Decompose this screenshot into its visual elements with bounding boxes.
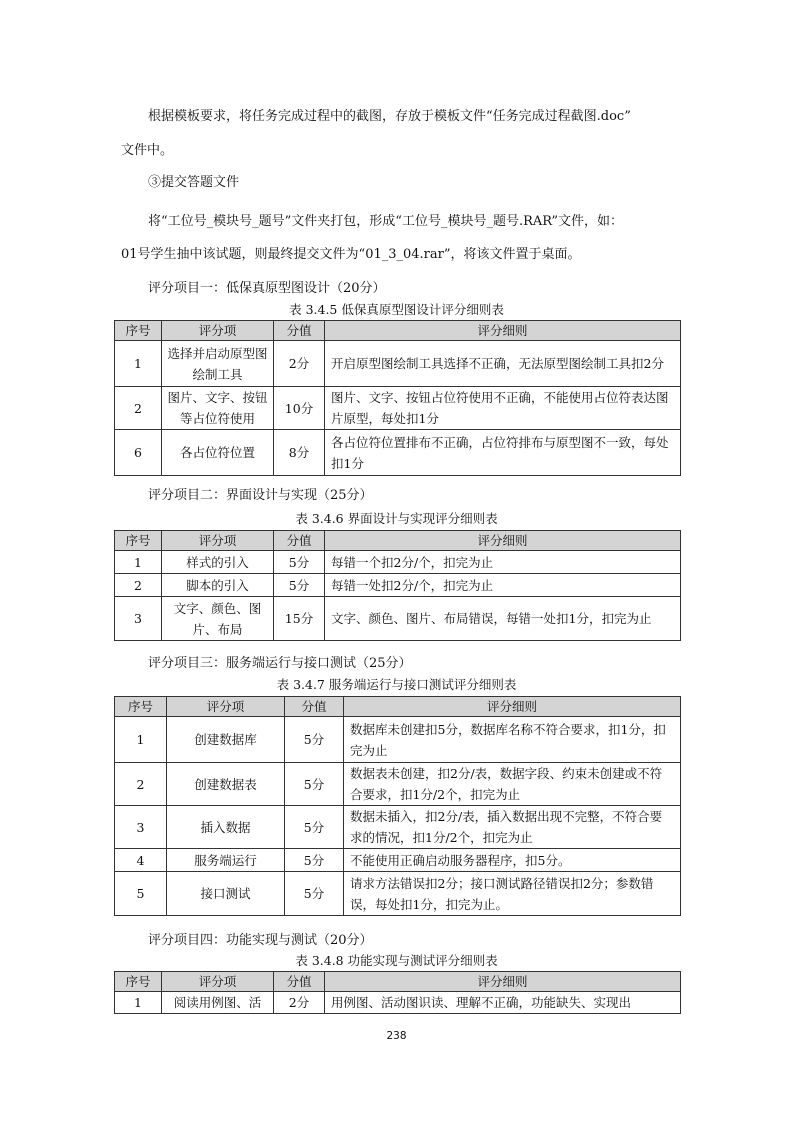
section-4-heading: 评分项目四：功能实现与测试（20分） <box>148 933 373 948</box>
row-score: 5分 <box>285 806 344 849</box>
row-item: 阅读用例图、活 <box>162 992 274 1014</box>
header-score: 分值 <box>285 697 344 717</box>
scoring-table-3 <box>114 696 681 916</box>
table-1-caption: 表 3.4.5 低保真原型图设计评分细则表 <box>289 302 504 317</box>
scoring-table-4 <box>114 971 681 1014</box>
row-no: 6 <box>115 430 162 476</box>
row-no: 3 <box>115 806 167 849</box>
row-no: 2 <box>115 763 167 806</box>
row-item: 样式的引入 <box>162 551 274 574</box>
row-no: 1 <box>115 992 162 1014</box>
row-detail: 数据未插入，扣2分/表，插入数据出现不完整，不符合要求的情况，扣1分/2个，扣完为止 <box>344 806 681 849</box>
row-no: 2 <box>115 387 162 430</box>
header-no: 序号 <box>115 697 167 717</box>
row-score: 8分 <box>274 430 325 476</box>
row-score: 2分 <box>274 992 325 1014</box>
header-detail: 评分细则 <box>325 321 681 341</box>
row-score: 5分 <box>274 551 325 574</box>
row-no: 1 <box>115 717 167 763</box>
row-item: 创建数据库 <box>167 717 285 763</box>
section-3-heading: 评分项目三：服务端运行与接口测试（25分） <box>148 656 412 671</box>
table-header-row <box>115 697 681 717</box>
table-2-caption: 表 3.4.6 界面设计与实现评分细则表 <box>295 511 498 526</box>
row-score: 15分 <box>274 597 325 641</box>
intro-paragraph-2-line-2: 01号学生抽中该试题，则最终提交文件为“01_3_04.rar”，将该文件置于桌面。 <box>121 247 581 262</box>
row-detail: 每错一处扣2分/个，扣完为止 <box>325 574 681 597</box>
table-header-row <box>115 531 681 551</box>
row-detail: 文字、颜色、图片、布局错误，每错一处扣1分，扣完为止 <box>325 597 681 641</box>
row-no: 4 <box>115 849 167 872</box>
table-row <box>115 574 681 597</box>
table-row <box>115 341 681 387</box>
table-row <box>115 551 681 574</box>
table-row <box>115 597 681 641</box>
row-detail: 图片、文字、按钮占位符使用不正确，不能使用占位符表达图片原型，每处扣1分 <box>325 387 681 430</box>
table-row <box>115 387 681 430</box>
table-row <box>115 430 681 476</box>
row-score: 5分 <box>274 574 325 597</box>
row-detail: 每错一个扣2分/个，扣完为止 <box>325 551 681 574</box>
header-detail: 评分细则 <box>344 697 681 717</box>
row-no: 2 <box>115 574 162 597</box>
header-item: 评分项 <box>162 972 274 992</box>
row-detail: 各占位符位置排布不正确，占位符排布与原型图不一致，每处扣1分 <box>325 430 681 476</box>
row-item: 脚本的引入 <box>162 574 274 597</box>
table-3-caption: 表 3.4.7 服务端运行与接口测试评分细则表 <box>276 677 517 692</box>
row-detail: 数据表未创建，扣2分/表，数据字段、约束未创建或不符合要求，扣1分/2个，扣完为止 <box>344 763 681 806</box>
row-no: 3 <box>115 597 162 641</box>
row-item: 文字、颜色、图片、布局 <box>162 597 274 641</box>
table-row <box>115 872 681 916</box>
header-no: 序号 <box>115 321 162 341</box>
row-score: 2分 <box>274 341 325 387</box>
row-item: 选择并启动原型图绘制工具 <box>162 341 274 387</box>
row-detail: 用例图、活动图识读、理解不正确，功能缺失、实现出 <box>325 992 681 1014</box>
table-4-caption: 表 3.4.8 功能实现与测试评分细则表 <box>295 953 498 968</box>
page-number: 238 <box>386 1030 407 1042</box>
table-row <box>115 992 681 1014</box>
row-item: 服务端运行 <box>167 849 285 872</box>
scoring-table-1 <box>114 320 681 476</box>
row-detail: 数据库未创建扣5分，数据库名称不符合要求，扣1分，扣完为止 <box>344 717 681 763</box>
row-no: 5 <box>115 872 167 916</box>
header-score: 分值 <box>274 321 325 341</box>
section-1-heading: 评分项目一：低保真原型图设计（20分） <box>148 281 386 296</box>
row-item: 创建数据表 <box>167 763 285 806</box>
header-detail: 评分细则 <box>325 972 681 992</box>
step-3-heading: ③提交答题文件 <box>148 175 240 190</box>
intro-paragraph-1-line-1: 根据模板要求，将任务完成过程中的截图，存放于模板文件“任务完成过程截图.doc” <box>148 109 631 124</box>
header-item: 评分项 <box>162 321 274 341</box>
row-score: 5分 <box>285 872 344 916</box>
row-detail: 请求方法错误扣2分；接口测试路径错误扣2分；参数错误，每处扣1分，扣完为止。 <box>344 872 681 916</box>
table-row <box>115 763 681 806</box>
row-item: 接口测试 <box>167 872 285 916</box>
row-score: 10分 <box>274 387 325 430</box>
header-score: 分值 <box>274 972 325 992</box>
row-score: 5分 <box>285 717 344 763</box>
row-detail: 开启原型图绘制工具选择不正确，无法原型图绘制工具扣2分 <box>325 341 681 387</box>
scoring-table-2 <box>114 530 681 641</box>
row-no: 1 <box>115 341 162 387</box>
table-row <box>115 806 681 849</box>
row-score: 5分 <box>285 849 344 872</box>
intro-paragraph-2-line-1: 将“工位号_模块号_题号”文件夹打包，形成“工位号_模块号_题号.RAR”文件，如： <box>148 214 623 229</box>
row-item: 各占位符位置 <box>162 430 274 476</box>
row-score: 5分 <box>285 763 344 806</box>
header-detail: 评分细则 <box>325 531 681 551</box>
header-no: 序号 <box>115 531 162 551</box>
header-item: 评分项 <box>167 697 285 717</box>
row-item: 图片、文字、按钮等占位符使用 <box>162 387 274 430</box>
header-no: 序号 <box>115 972 162 992</box>
row-item: 插入数据 <box>167 806 285 849</box>
table-row <box>115 849 681 872</box>
section-2-heading: 评分项目二：界面设计与实现（25分） <box>148 488 373 503</box>
intro-paragraph-1-line-2: 文件中。 <box>121 143 174 158</box>
row-no: 1 <box>115 551 162 574</box>
row-detail: 不能使用正确启动服务器程序，扣5分。 <box>344 849 681 872</box>
header-score: 分值 <box>274 531 325 551</box>
header-item: 评分项 <box>162 531 274 551</box>
table-row <box>115 717 681 763</box>
table-header-row <box>115 972 681 992</box>
table-header-row <box>115 321 681 341</box>
